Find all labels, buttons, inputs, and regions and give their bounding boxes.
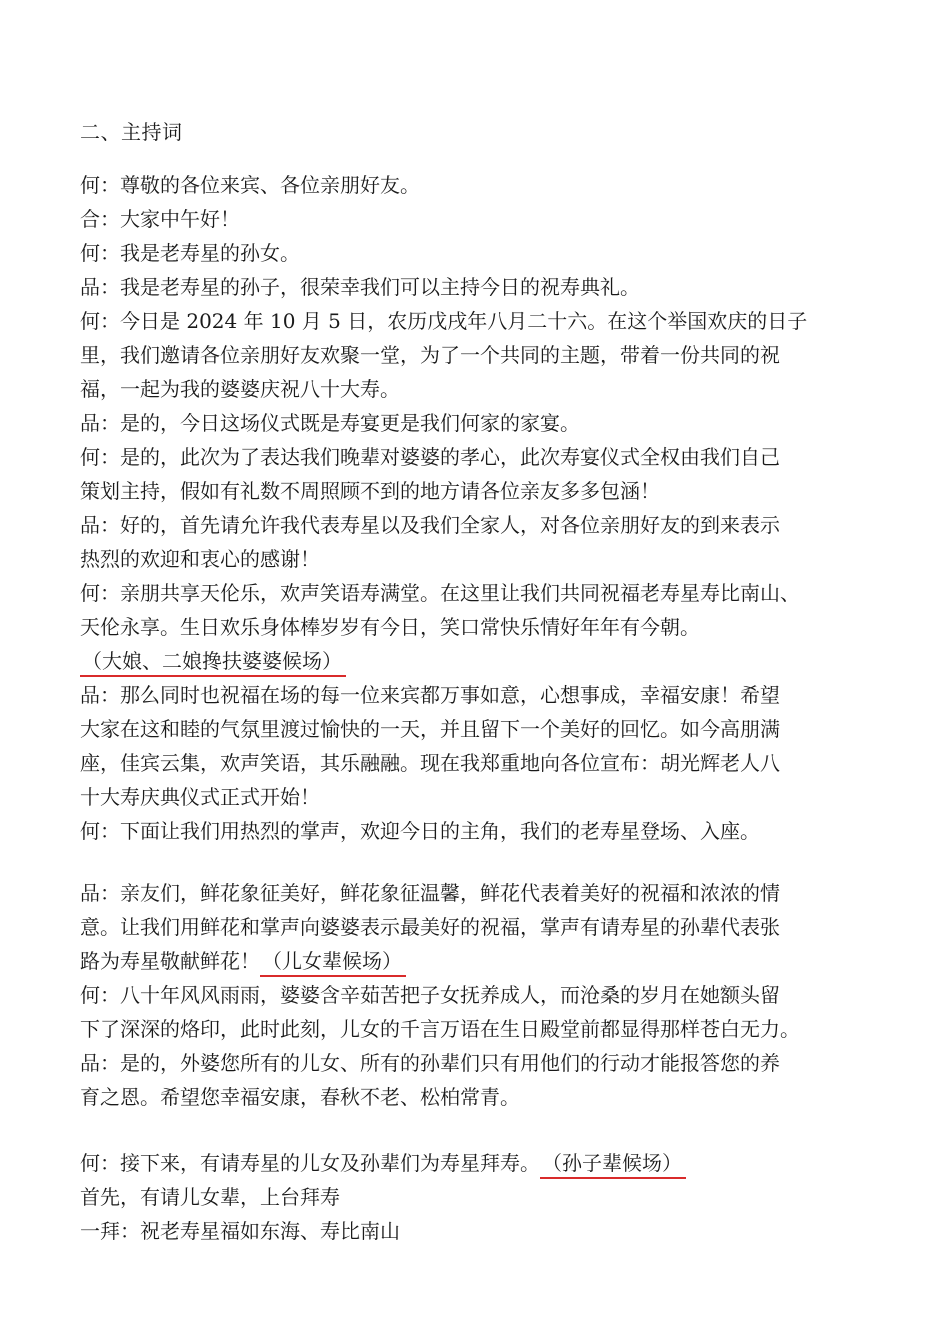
- stage-cue: （孙子辈候场）: [540, 1149, 686, 1179]
- script-line: 何：下面让我们用热烈的掌声，欢迎今日的主角，我们的老寿星登场、入座。: [80, 819, 760, 843]
- script-line: 何：尊敬的各位来宾、各位亲朋好友。: [80, 173, 420, 197]
- script-text: 何：接下来，有请寿星的儿女及孙辈们为寿星拜寿。: [80, 1151, 540, 1175]
- script-line: 热烈的欢迎和衷心的感谢！: [80, 547, 320, 571]
- script-line: 何：是的，此次为了表达我们晚辈对婆婆的孝心，此次寿宴仪式全权由我们自己: [80, 445, 780, 469]
- script-line-with-cue: [80, 1146, 870, 1180]
- section-heading: 二、主持词: [80, 120, 183, 144]
- script-line: 品：亲友们，鲜花象征美好，鲜花象征温馨，鲜花代表着美好的祝福和浓浓的情: [80, 881, 780, 905]
- script-line: 大家在这和睦的气氛里渡过愉快的一天，并且留下一个美好的回忆。如今高朋满: [80, 717, 780, 741]
- script-line: 品：是的，今日这场仪式既是寿宴更是我们何家的家宴。: [80, 411, 580, 435]
- script-line: 意。让我们用鲜花和掌声向婆婆表示最美好的祝福，掌声有请寿星的孙辈代表张: [80, 915, 780, 939]
- script-line: 天伦永享。生日欢乐身体棒岁岁有今日，笑口常快乐情好年年有今朝。: [80, 615, 700, 639]
- stage-cue-line: [80, 644, 870, 678]
- script-line: 何：亲朋共享天伦乐，欢声笑语寿满堂。在这里让我们共同祝福老寿星寿比南山、: [80, 581, 800, 605]
- script-line: 十大寿庆典仪式正式开始！: [80, 785, 320, 809]
- script-line: 何：我是老寿星的孙女。: [80, 241, 300, 265]
- script-line: 里，我们邀请各位亲朋好友欢聚一堂，为了一个共同的主题，带着一份共同的祝: [80, 343, 780, 367]
- script-line: 下了深深的烙印，此时此刻，儿女的千言万语在生日殿堂前都显得那样苍白无力。: [80, 1017, 800, 1041]
- script-line: 座，佳宾云集，欢声笑语，其乐融融。现在我郑重地向各位宣布：胡光辉老人八: [80, 751, 780, 775]
- script-line: 品：那么同时也祝福在场的每一位来宾都万事如意，心想事成，幸福安康！希望: [80, 683, 780, 707]
- script-line-with-cue: [80, 944, 870, 978]
- script-line: 策划主持，假如有礼数不周照顾不到的地方请各位亲友多多包涵！: [80, 479, 660, 503]
- stage-cue: （大娘、二娘搀扶婆婆候场）: [80, 647, 346, 677]
- script-line: 何：八十年风风雨雨，婆婆含辛茹苦把子女抚养成人，而沧桑的岁月在她额头留: [80, 983, 780, 1007]
- script-line: 福，一起为我的婆婆庆祝八十大寿。: [80, 377, 400, 401]
- stage-cue: （儿女辈候场）: [260, 947, 406, 977]
- script-block-2: [80, 876, 870, 1114]
- script-line: 品：好的，首先请允许我代表寿星以及我们全家人，对各位亲朋好友的到来表示: [80, 513, 780, 537]
- script-line: 一拜：祝老寿星福如东海、寿比南山: [80, 1219, 400, 1243]
- script-line: 品：我是老寿星的孙子，很荣幸我们可以主持今日的祝寿典礼。: [80, 275, 640, 299]
- script-line: 何：今日是 2024 年 10 月 5 日，农历戊戌年八月二十六。在这个举国欢庆的日子: [80, 309, 808, 333]
- script-line: 品：是的，外婆您所有的儿女、所有的孙辈们只有用他们的行动才能报答您的养: [80, 1051, 780, 1075]
- script-line: 育之恩。希望您幸福安康，春秋不老、松柏常青。: [80, 1085, 520, 1109]
- script-line: 合：大家中午好！: [80, 207, 240, 231]
- script-line: 首先，有请儿女辈，上台拜寿: [80, 1185, 340, 1209]
- script-block-1: [80, 168, 870, 848]
- script-text: 路为寿星敬献鲜花！: [80, 949, 260, 973]
- script-block-3: [80, 1146, 870, 1248]
